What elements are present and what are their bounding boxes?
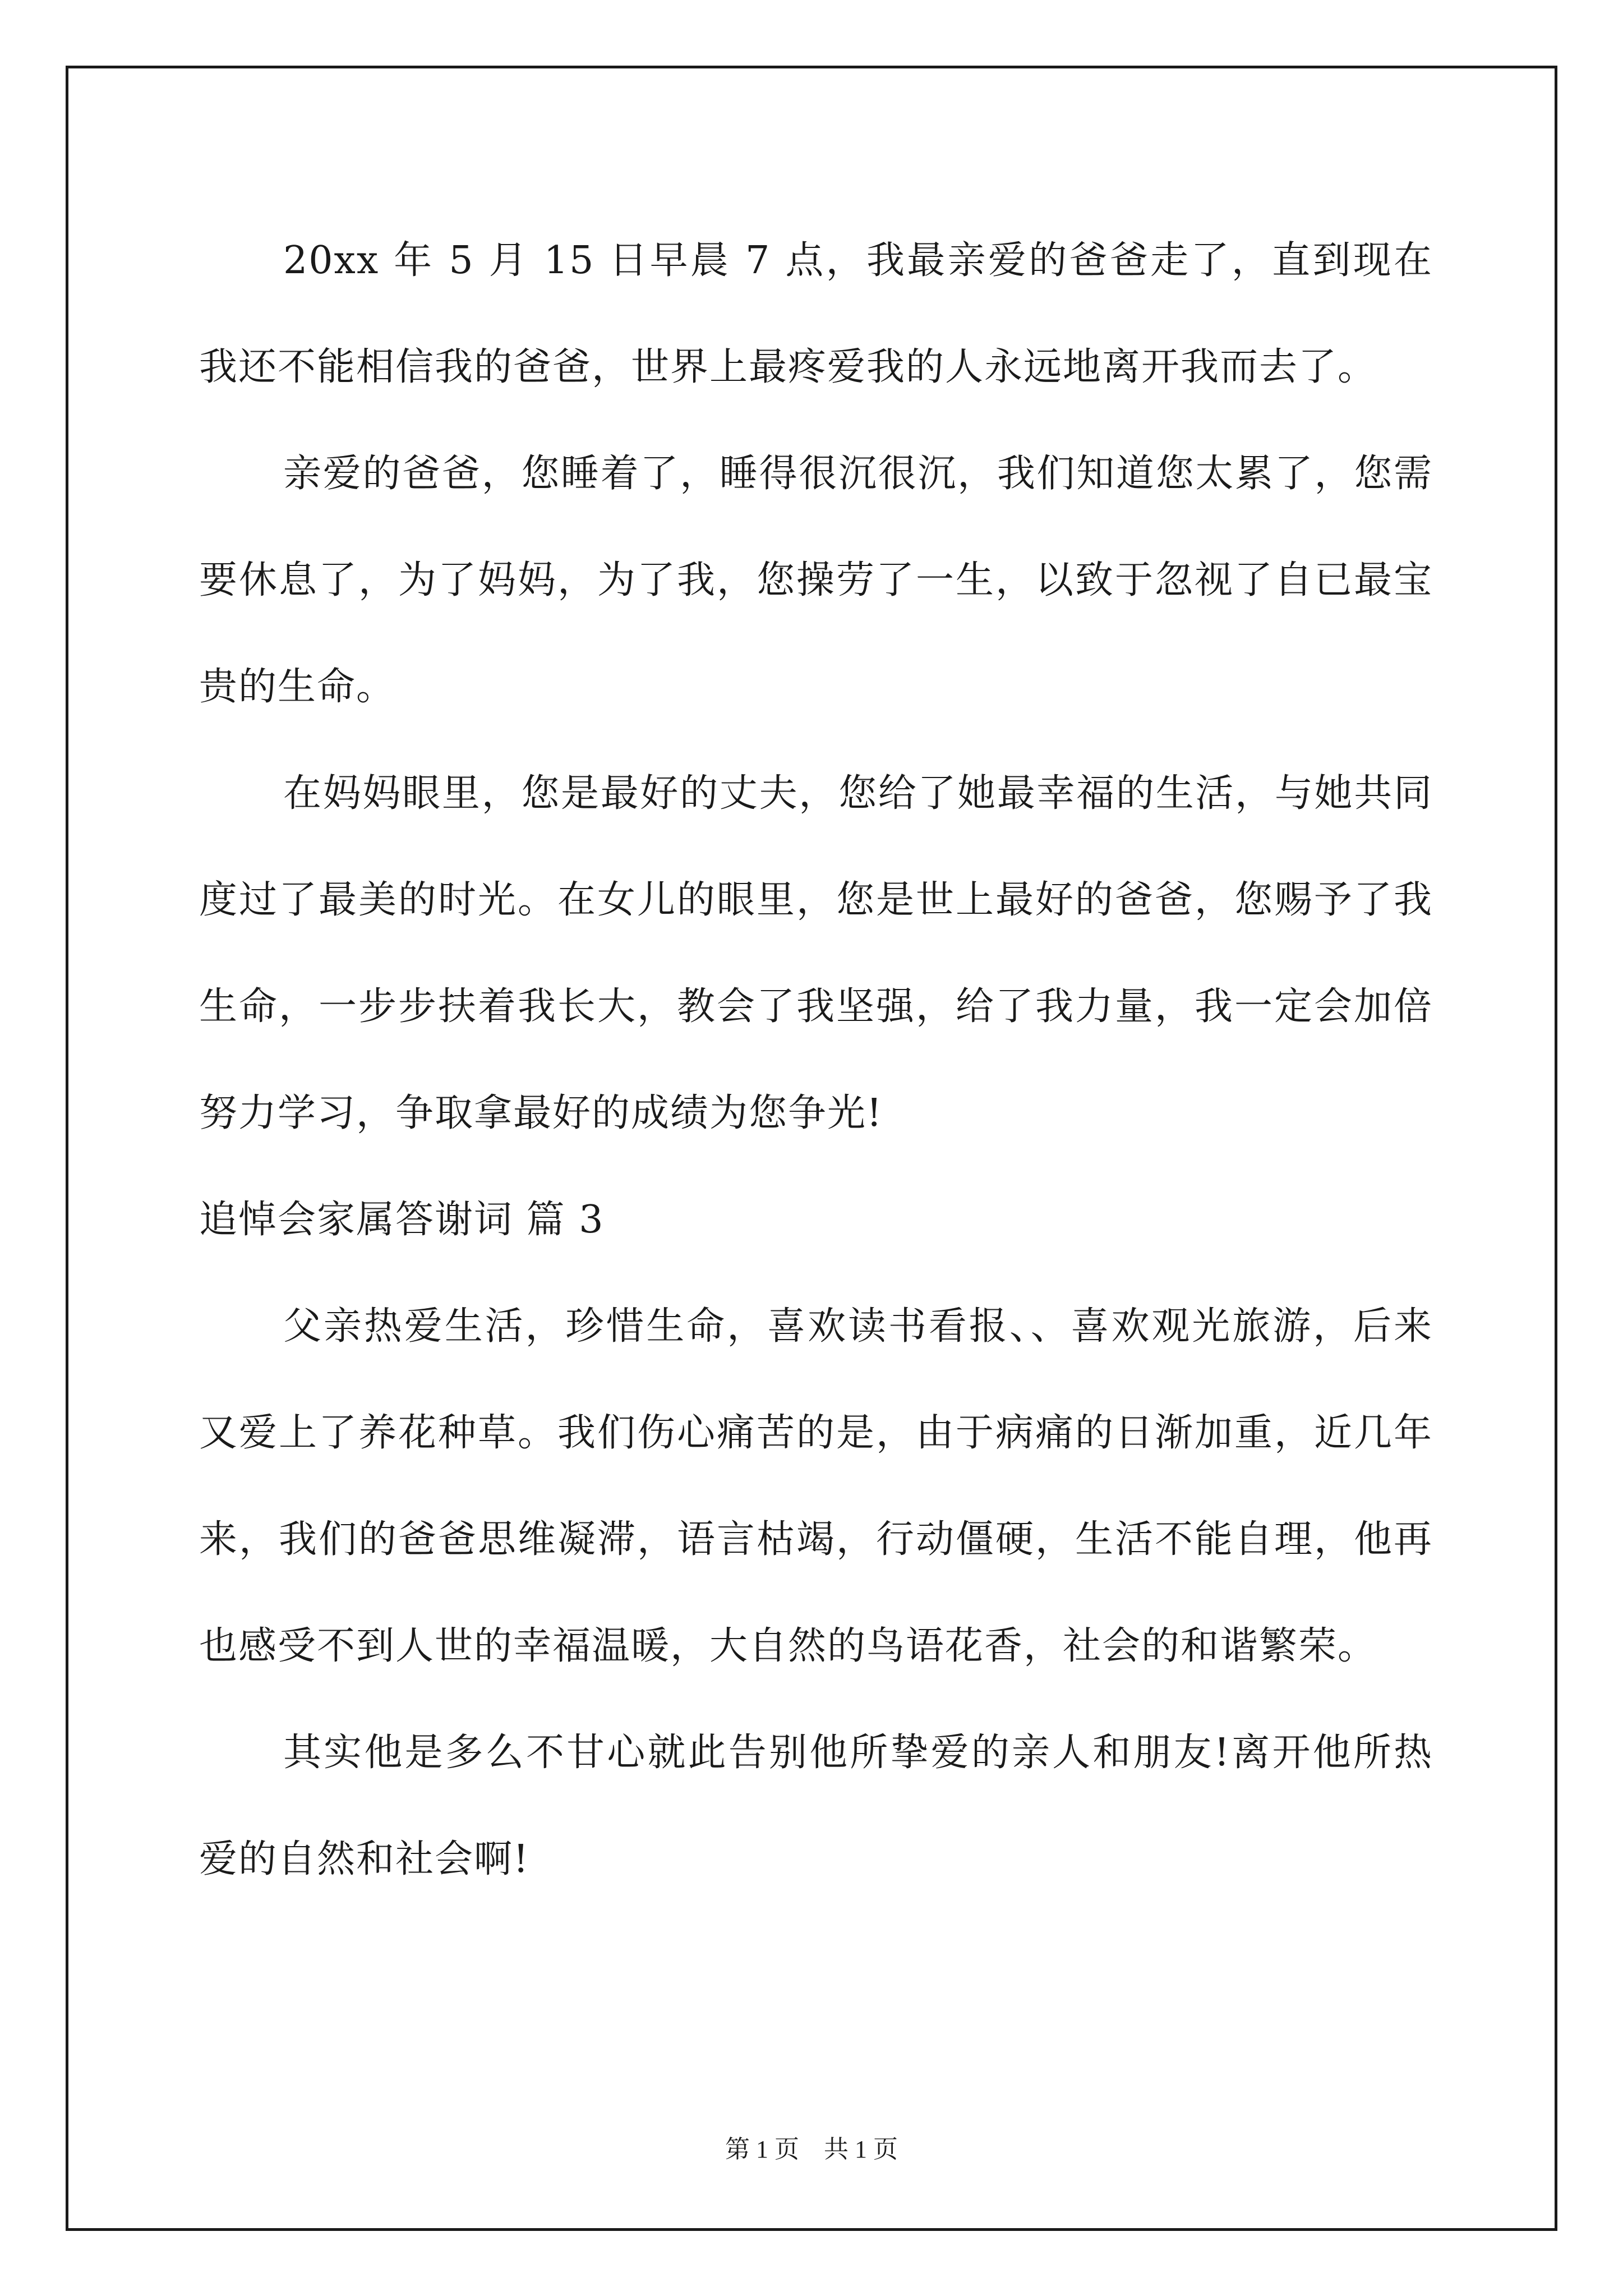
paragraph-2: 亲爱的爸爸，您睡着了，睡得很沉很沉，我们知道您太累了，您需要休息了，为了妈妈，为了我，您操劳了一生，以致于忽视了自已最宝贵的生命。 <box>199 452 1433 709</box>
page-footer: 第 1 页 共 1 页 <box>725 2136 898 2163</box>
section-heading: 追悼会家属答谢词 篇 3 <box>199 1198 605 1242</box>
document-body <box>199 208 1433 1913</box>
paragraph-5: 其实他是多么不甘心就此告别他所挚爱的亲人和朋友!离开他所热爱的自然和社会啊! <box>199 1731 1433 1881</box>
paragraph-3: 在妈妈眼里，您是最好的丈夫，您给了她最幸福的生活，与她共同度过了最美的时光。在女儿的眼里，您是世上最好的爸爸，您赐予了我生命，一步步扶着我长大，教会了我坚强，给了我力量，我一定会加倍努力学习，争取拿最好的成绩为您争光! <box>199 771 1433 1135</box>
paragraph-4: 父亲热爱生活，珍惜生命，喜欢读书看报、、喜欢观光旅游，后来又爱上了养花种草。我们伤心痛苦的是，由于病痛的日渐加重，近几年来，我们的爸爸思维凝滞，语言枯竭，行动僵硬，生活不能自理，他再也感受不到人世的幸福温暖，大自然的鸟语花香，社会的和谐繁荣。 <box>199 1304 1433 1668</box>
paragraph-1: 20xx 年 5 月 15 日早晨 7 点，我最亲爱的爸爸走了，直到现在我还不能相信我的爸爸，世界上最疼爱我的人永远地离开我而去了。 <box>199 238 1433 389</box>
